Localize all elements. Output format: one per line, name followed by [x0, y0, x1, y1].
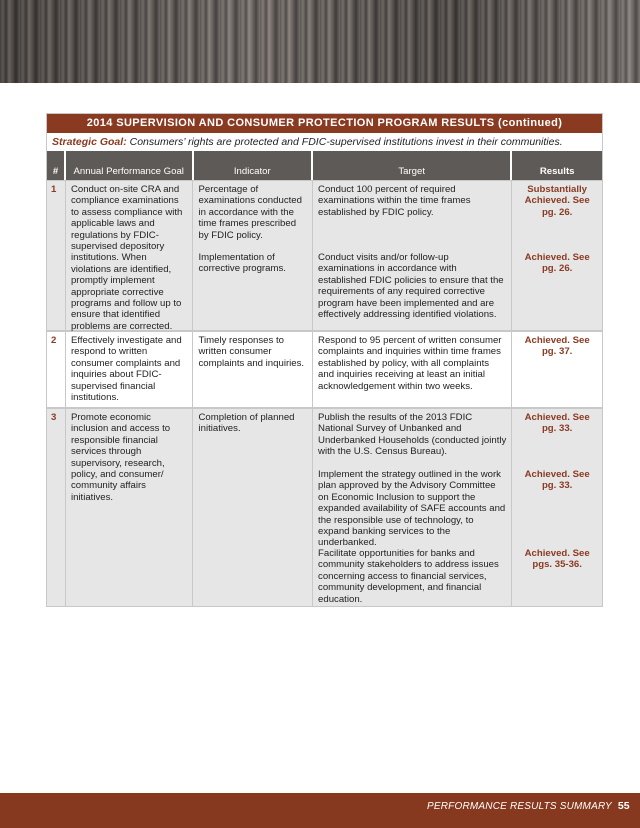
table-row [47, 332, 602, 409]
target-text: Implement the strategy outlined in the work plan approved by the Advisory Committee on Economic Inclusion to support the expanded availability of SAFE accounts and the responsible use of technology, to expand banking services to the underbanked. [318, 469, 506, 549]
goal-cell: Promote economic inclusion and access to responsible financial services through supervisory, research, policy, and consumer/ community affairs initiatives. [66, 409, 194, 606]
header-target: Target [313, 151, 512, 180]
result-text: Achieved. See pg. 33. [524, 469, 590, 492]
result-text: Achieved. See pgs. 35-36. [524, 548, 590, 571]
result-text: Substantially Achieved. See pg. 26. [524, 184, 590, 218]
result-text: Achieved. See pg. 33. [524, 412, 590, 435]
indicator-cell: Completion of planned initiatives. [193, 409, 313, 606]
header-texture-image [0, 0, 640, 83]
result-text: Achieved. See pg. 26. [524, 252, 590, 275]
header-goal: Annual Performance Goal [66, 151, 194, 180]
footer-section: PERFORMANCE RESULTS SUMMARY [427, 801, 612, 812]
target-text: Publish the results of the 2013 FDIC National Survey of Unbanked and Underbanked Households (conducted jointly with the U.S. Census Bureau). [318, 412, 507, 458]
indicator-text: Percentage of examinations conducted in accordance with the time frames prescribed by FDIC policy. [198, 184, 302, 241]
header-indicator: Indicator [194, 151, 314, 180]
strategic-goal-text: Consumers’ rights are protected and FDIC-supervised institutions invest in their communities. [126, 136, 563, 148]
results-cell: Achieved. See pg. 37. [524, 335, 590, 358]
target-text: Facilitate opportunities for banks and community stakeholders to address issues concerning access to financial services, community development, and financial education. [318, 548, 499, 605]
results-cell [512, 409, 602, 606]
target-text: Conduct 100 percent of required examinations within the time frames established by FDIC policy. [318, 184, 471, 218]
table-title: 2014 SUPERVISION AND CONSUMER PROTECTION PROGRAM RESULTS (continued) [47, 114, 602, 133]
indicator-cell [193, 181, 313, 330]
header-results: Results [539, 165, 575, 177]
table-row [47, 181, 602, 332]
row-number: 3 [47, 409, 66, 606]
page-number: 55 [617, 800, 630, 812]
indicator-cell: Timely responses to written consumer complaints and inquiries. [193, 332, 313, 407]
row-number: 2 [47, 332, 66, 407]
results-cell [512, 181, 602, 330]
table-header [47, 151, 602, 181]
program-results-table [46, 113, 603, 607]
target-cell [313, 181, 512, 330]
row-number: 1 [47, 181, 66, 330]
strategic-goal-label: Strategic Goal: [52, 136, 127, 148]
indicator-text: Implementation of corrective programs. [198, 252, 286, 275]
strategic-goal [47, 133, 602, 151]
target-cell: Respond to 95 percent of written consumer complaints and inquiries within time frames established by policy, with all complaints and inquiries receiving at least an initial acknowledgement within two weeks. [313, 332, 512, 407]
header-num: # [47, 151, 66, 180]
goal-cell: Effectively investigate and respond to written consumer complaints and inquiries about FDIC-supervised financial institutions. [66, 332, 194, 407]
goal-cell: Conduct on-site CRA and compliance examinations to assess compliance with applicable laws and regulations by FDIC-supervised depository institutions. When violations are identified, promptly implement appropriate corrective programs and follow up to ensure that identified problems are corrected. [66, 181, 194, 330]
target-cell [313, 409, 512, 606]
table-row [47, 409, 602, 606]
target-text: Conduct visits and/or follow-up examinations in accordance with established FDIC policies to ensure that the requirements of any required corrective program have been implemented and are effectively addressing identified violations. [318, 252, 504, 321]
page-footer [0, 793, 640, 828]
